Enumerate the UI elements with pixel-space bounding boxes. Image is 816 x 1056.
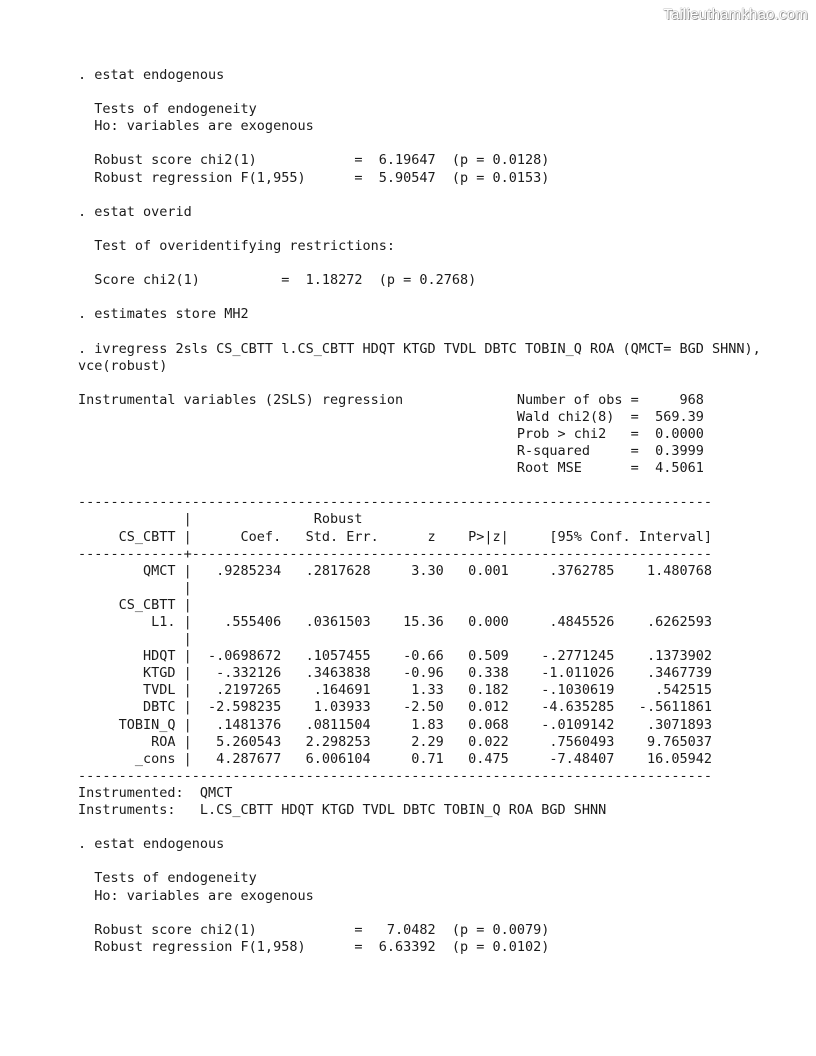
output-line: Instrumented: QMCT xyxy=(78,784,233,801)
output-line: Ho: variables are exogenous xyxy=(78,887,314,904)
output-line: _cons | 4.287677 6.006104 0.71 0.475 -7.48407 16.05942 xyxy=(78,750,712,767)
output-line: KTGD | -.332126 .3463838 -0.96 0.338 -1.011026 .3467739 xyxy=(78,665,712,682)
output-line: . estat endogenous xyxy=(78,67,225,83)
output-line: CS_CBTT | Coef. Std. Err. z P>|z| [95% Conf. Interval] xyxy=(78,528,712,545)
output-line: Test of overidentifying restrictions: xyxy=(78,237,395,254)
output-line: DBTC | -2.598235 1.03933 -2.50 0.012 -4.635285 -.5611861 xyxy=(78,699,712,716)
output-line xyxy=(78,289,761,306)
output-line: vce(robust) xyxy=(78,357,168,374)
output-line: . ivregress 2sls CS_CBTT l.CS_CBTT HDQT KTGD TVDL DBTC TOBIN_Q ROA (QMCT= BGD SHNN), xyxy=(78,340,761,357)
output-line: ------------------------------------------------------------------------------ xyxy=(78,767,712,784)
output-line: Tests of endogeneity xyxy=(78,101,257,118)
output-line: ROA | 5.260543 2.298253 2.29 0.022 .7560493 9.765037 xyxy=(78,733,712,750)
output-line: Robust score chi2(1) = 7.0482 (p = 0.0079) xyxy=(78,921,550,938)
output-line: Ho: variables are exogenous xyxy=(78,118,314,135)
output-line: HDQT | -.0698672 .1057455 -0.66 0.509 -.2771245 .1373902 xyxy=(78,648,712,665)
output-line: Wald chi2(8) = 569.39 xyxy=(78,408,704,425)
output-line: | Robust xyxy=(78,511,363,528)
output-line xyxy=(78,135,761,152)
output-line: QMCT | .9285234 .2817628 3.30 0.001 .3762785 1.480768 xyxy=(78,562,712,579)
output-line: Tests of endogeneity xyxy=(78,870,257,887)
output-line: . estat overid xyxy=(78,203,192,220)
output-line: Instrumental variables (2SLS) regression Number of obs = 968 xyxy=(78,391,704,408)
output-line xyxy=(78,221,761,238)
output-line: Robust regression F(1,958) = 6.63392 (p = 0.0102) xyxy=(78,938,550,955)
output-line: R-squared = 0.3999 xyxy=(78,443,704,460)
output-line: Instruments: L.CS_CBTT HDQT KTGD TVDL DBTC TOBIN_Q ROA BGD SHNN xyxy=(78,802,607,819)
output-line: Robust score chi2(1) = 6.19647 (p = 0.0128) xyxy=(78,152,550,169)
stata-output-log xyxy=(78,67,761,956)
output-line: TOBIN_Q | .1481376 .0811504 1.83 0.068 -.0109142 .3071893 xyxy=(78,716,712,733)
output-line: | xyxy=(78,579,192,596)
output-line: . estat endogenous xyxy=(78,836,225,853)
output-line: Robust regression F(1,955) = 5.90547 (p = 0.0153) xyxy=(78,169,550,186)
output-line: L1. | .555406 .0361503 15.36 0.000 .4845526 .6262593 xyxy=(78,614,712,630)
watermark-text: Tailieuthamkhao.com xyxy=(663,6,808,23)
output-line: ------------------------------------------------------------------------------ xyxy=(78,494,712,511)
output-line xyxy=(78,905,761,922)
output-line: Score chi2(1) = 1.18272 (p = 0.2768) xyxy=(78,272,477,289)
output-line: Root MSE = 4.5061 xyxy=(78,460,704,477)
output-line xyxy=(78,84,761,101)
output-line: -------------+---------------------------------------------------------------- xyxy=(78,545,712,562)
output-line: Prob > chi2 = 0.0000 xyxy=(78,425,704,442)
output-line xyxy=(78,255,761,272)
output-line xyxy=(78,187,761,204)
output-line xyxy=(78,323,761,340)
output-line xyxy=(78,853,761,870)
output-line: . estimates store MH2 xyxy=(78,306,249,323)
output-line: | xyxy=(78,631,192,648)
output-line xyxy=(78,477,761,494)
output-line: CS_CBTT | xyxy=(78,596,192,613)
output-line xyxy=(78,819,761,836)
output-line: TVDL | .2197265 .164691 1.33 0.182 -.1030619 .542515 xyxy=(78,682,712,699)
output-line xyxy=(78,375,761,392)
